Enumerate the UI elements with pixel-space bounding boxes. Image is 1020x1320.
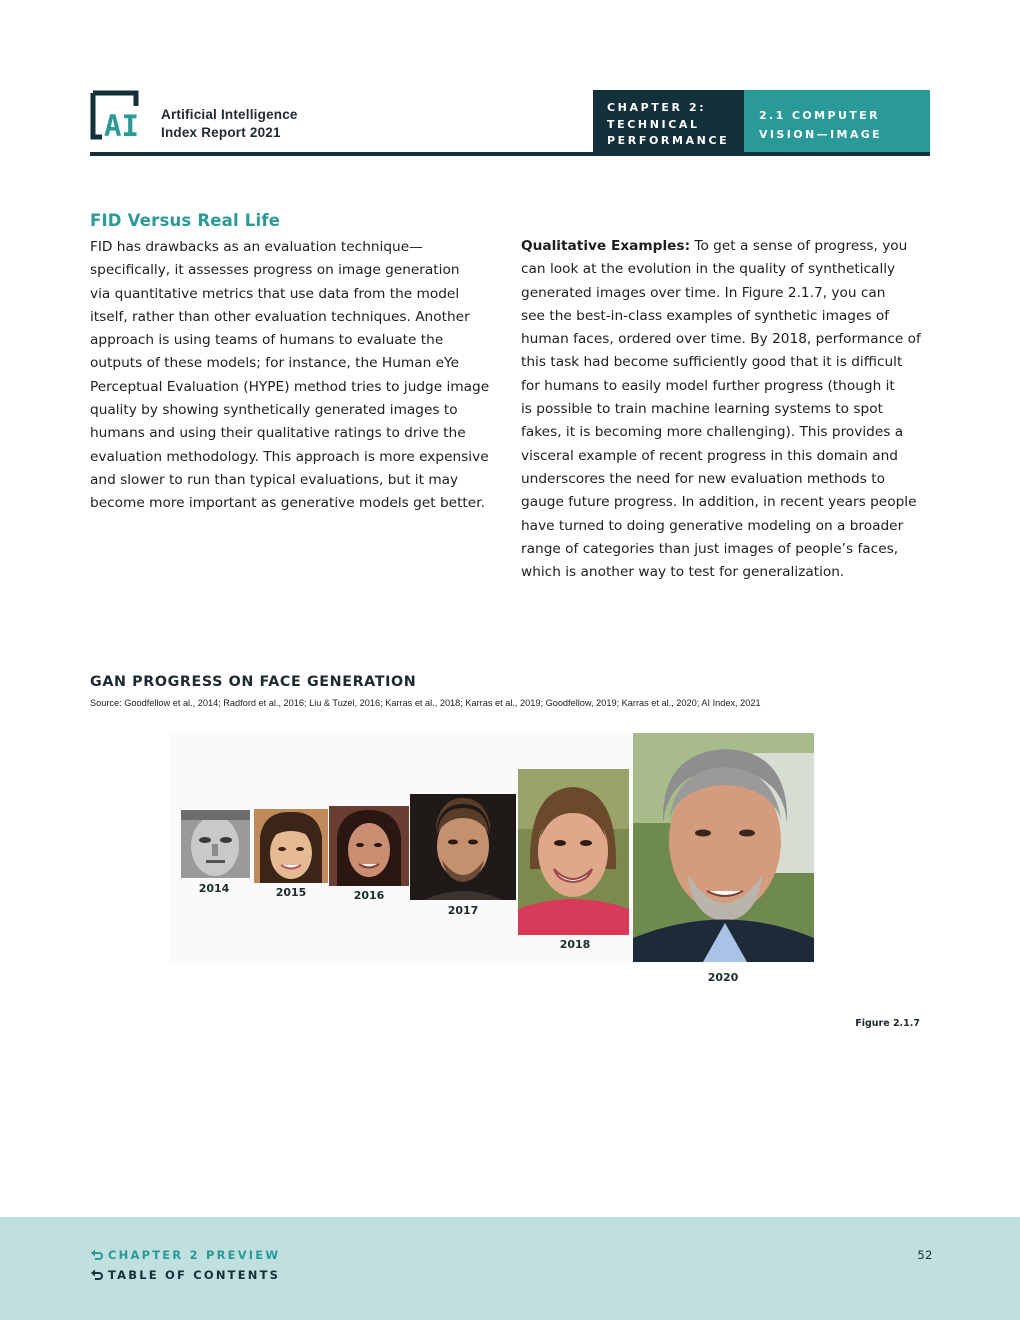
year-label-2016: 2016 [353, 889, 385, 902]
section-heading: FID Versus Real Life [90, 211, 281, 230]
chapter-preview-link[interactable] [90, 1248, 280, 1262]
chapter-preview-label: CHAPTER 2 PREVIEW [108, 1248, 281, 1262]
lead-rest: To get a sense of progress, you [690, 238, 908, 254]
page-header [90, 90, 930, 157]
lead-bold: Qualitative Examples: [521, 238, 691, 254]
page-footer [0, 1217, 1020, 1320]
year-label-2015: 2015 [275, 886, 307, 899]
face-2020 [633, 733, 814, 962]
face-2018 [518, 769, 629, 935]
header-divider [90, 152, 930, 156]
face-2016 [329, 806, 409, 886]
page-number: 52 [917, 1248, 933, 1262]
return-arrow-icon [90, 1268, 104, 1282]
figure-caption: Figure 2.1.7 [855, 1018, 920, 1029]
report-title: Artificial Intelligence Index Report 2021 [161, 107, 298, 140]
year-label-2017: 2017 [447, 904, 479, 917]
face-2015 [254, 809, 328, 883]
left-column-text: FID has drawbacks as an evaluation technique— specifically, it assesses progress on image generation via quantitative metrics that use data from the model itself, rather than other evaluation techniques. Another approach is using teams of humans to evaluate the outputs of these models; for instance, the Human eYe Perceptual Evaluation (HYPE) method tries to judge image quality by showing synthetically generated images to humans and using their qualitative ratings to drive the evaluation methodology. This approach is more expensive and slower to run than typical evaluations, but it may become more important as generative models get better. [90, 239, 490, 512]
return-arrow-icon [90, 1248, 104, 1262]
year-label-2018: 2018 [559, 938, 591, 951]
table-of-contents-link[interactable] [90, 1268, 280, 1282]
svg-text:AI: AI [104, 109, 139, 140]
figure-source: Source: Goodfellow et al., 2014; Radford et al., 2016; Liu & Tuzel, 2016; Karras et al., 2018; Karras et al., 2019; Goodfellow, 2019; Karras et al., 2020; AI Index, 2021 [90, 698, 761, 708]
section-label[interactable]: 2.1 COMPUTER VISION—IMAGE [744, 90, 930, 152]
chapter-label[interactable]: CHAPTER 2: TECHNICAL PERFORMANCE [593, 90, 744, 152]
table-of-contents-label: TABLE OF CONTENTS [108, 1268, 281, 1282]
face-2014 [181, 810, 250, 878]
face-2017 [410, 794, 516, 900]
figure-title: GAN PROGRESS ON FACE GENERATION [90, 674, 417, 690]
year-label-2020: 2020 [707, 971, 739, 984]
right-column-text: Qualitative Examples: To get a sense of progress, you can look at the evolution in the quality of synthetically generated images over time. In Figure 2.1.7, you can see the best-in-class examples of synthetic images of human faces, ordered over time. By 2018, performance of this task had become sufficiently good that it is difficult for humans to easily model further progress (though it is possible to train machine learning systems to spot fakes, it is becoming more challenging). This provides a visceral example of recent progress in this domain and underscores the need for new evaluation methods to gauge future progress. In addition, in recent years people have turned to doing generative modeling on a broader range of categories than just images of people’s faces, which is another way to test for generalization. [521, 238, 921, 581]
year-label-2014: 2014 [198, 882, 230, 895]
ai-index-logo [90, 90, 146, 140]
